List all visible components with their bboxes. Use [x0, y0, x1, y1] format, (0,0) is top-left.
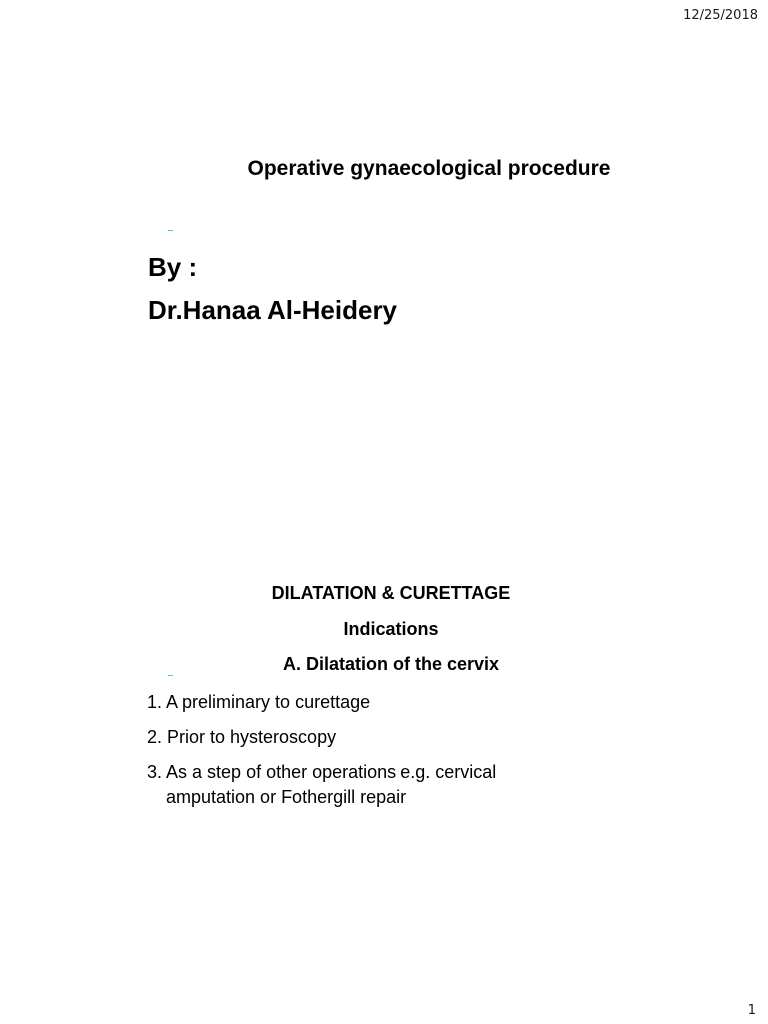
list-item-number: 3. [147, 762, 167, 782]
list-item-example: e.g. cervical [400, 762, 497, 782]
document-date: 12/25/2018 [683, 8, 758, 23]
page-number: 1 [747, 1003, 756, 1018]
list-item-continuation: amputation or Fothergill repair [166, 787, 407, 807]
slide-marker [168, 230, 173, 231]
author-prefix: By : [148, 252, 198, 282]
author-name: Dr.Hanaa Al-Heidery [148, 295, 398, 325]
list-item-text: As a step of other operations [166, 762, 397, 782]
section-subheading: Indications [343, 619, 439, 639]
slide-marker [168, 675, 173, 676]
presentation-title: Operative gynaecological procedure [247, 157, 611, 180]
section-title: A. Dilatation of the cervix [282, 654, 500, 674]
list-item: 1. A preliminary to curettage [147, 692, 371, 712]
section-heading: DILATATION & CURETTAGE [271, 583, 511, 603]
list-item: 2. Prior to hysteroscopy [147, 727, 337, 747]
list-item [147, 760, 496, 810]
